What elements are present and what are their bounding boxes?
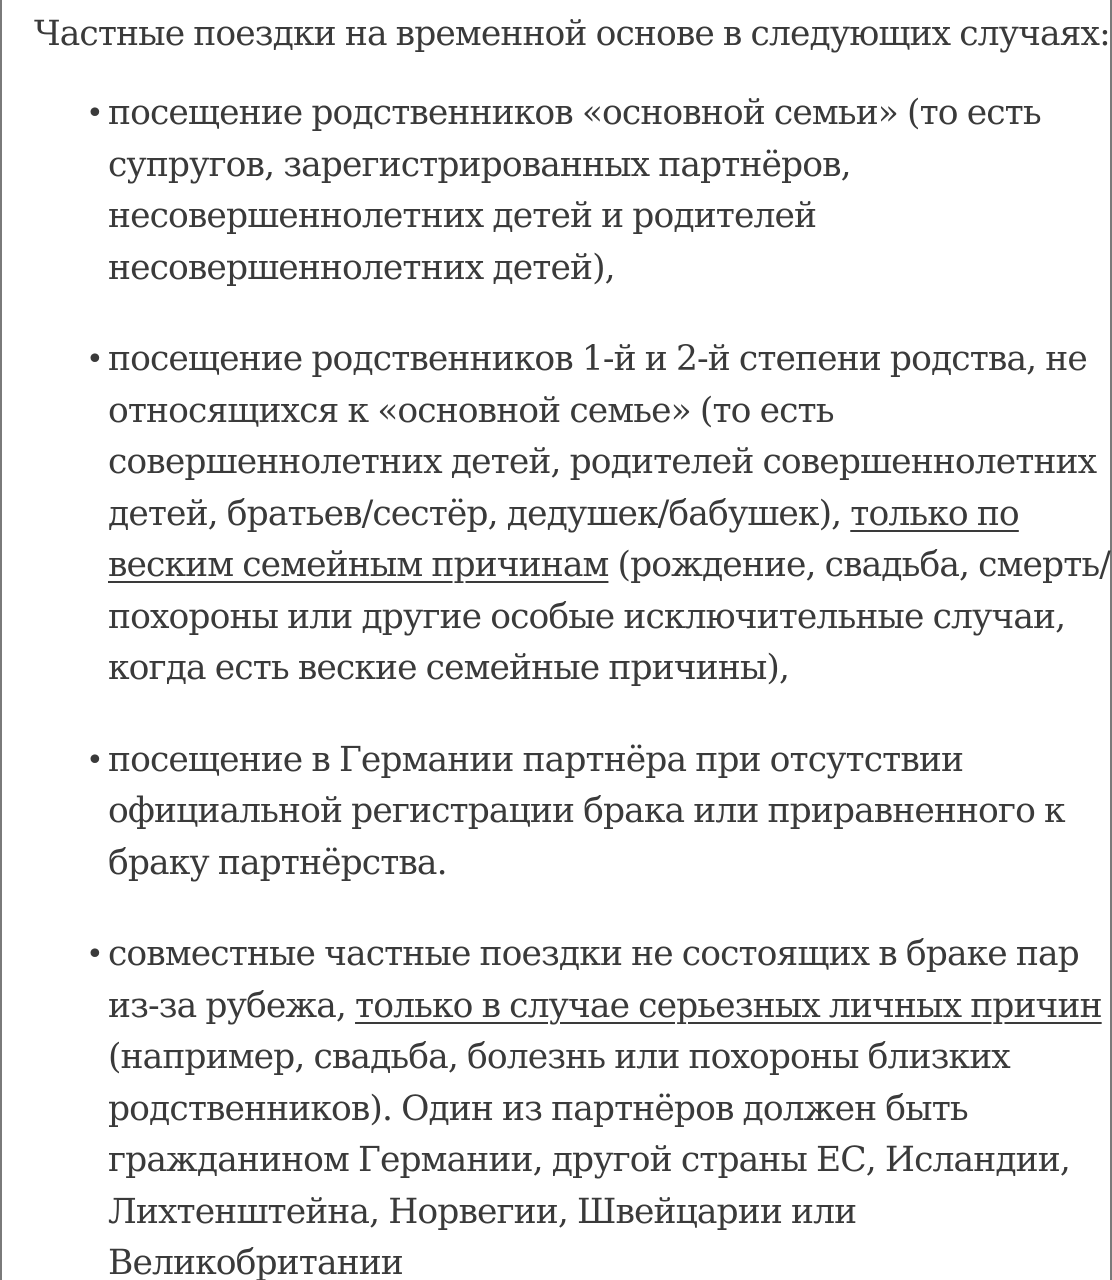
text-segment: (рождение, свадьба, смерть/	[608, 545, 1111, 585]
text-segment: похороны или другие особые исключительные случаи,	[108, 596, 1066, 637]
underlined-emphasis: только в случае серьезных личных причин	[355, 985, 1102, 1026]
list-item	[2, 88, 1108, 294]
underlined-emphasis: только по	[850, 493, 1019, 534]
text-segment: Лихтенштейна, Норвегии, Швейцарии или	[108, 1191, 857, 1232]
text-line	[108, 1032, 1108, 1084]
text-line	[108, 735, 1108, 787]
text-segment: гражданином Германии, другой страны ЕС, Исландии,	[108, 1140, 1070, 1180]
bullet-icon: •	[86, 96, 103, 131]
text-segment: посещение родственников 1-й и 2-й степени родства, не	[108, 339, 1087, 379]
bullet-icon: •	[86, 342, 103, 377]
text-segment: совершеннолетних детей, родителей совершеннолетних	[108, 442, 1097, 482]
text-segment: браку партнёрства.	[108, 842, 447, 883]
text-segment: посещение в Германии партнёра при отсутствии	[108, 739, 964, 780]
text-line	[108, 592, 1108, 644]
text-segment: совместные частные поездки не состоящих в браке пар	[108, 934, 1079, 974]
bullet-icon: •	[86, 937, 103, 972]
text-line	[108, 929, 1108, 981]
text-segment: относящихся к «основной семье» (то есть	[108, 390, 834, 431]
text-segment: посещение родственников «основной семьи» (то есть	[108, 93, 1041, 133]
text-segment: Великобритании	[108, 1243, 403, 1280]
list-item	[2, 334, 1111, 695]
text-line	[108, 243, 1108, 295]
text-segment: когда есть веские семейные причины),	[108, 648, 790, 688]
bullet-icon: •	[86, 742, 103, 778]
text-line	[108, 838, 1108, 890]
text-line	[108, 643, 1108, 695]
text-line	[108, 1187, 1108, 1239]
text-segment: несовершеннолетних детей и родителей	[108, 196, 817, 236]
text-segment: родственников). Один из партнёров должен быть	[108, 1088, 968, 1129]
text-line	[108, 1084, 1108, 1136]
text-line	[108, 489, 1108, 541]
text-line	[108, 1135, 1108, 1187]
text-line	[108, 981, 1108, 1033]
underlined-emphasis: веским семейным причинам	[108, 545, 609, 585]
text-line	[108, 1238, 1108, 1280]
list-item	[2, 735, 1108, 890]
text-line	[108, 540, 1111, 592]
text-segment: детей, братьев/сестёр, дедушек/бабушек),	[108, 493, 851, 534]
text-segment: несовершеннолетних детей),	[108, 247, 615, 288]
text-segment: из-за рубежа,	[108, 985, 356, 1026]
conditions-list	[2, 88, 1111, 1280]
text-line	[108, 386, 1108, 438]
list-item	[2, 929, 1108, 1280]
text-line	[108, 140, 1108, 192]
text-line	[108, 437, 1108, 489]
text-line	[108, 88, 1108, 140]
text-line	[108, 334, 1108, 386]
text-segment: супругов, зарегистрированных партнёров,	[108, 144, 851, 185]
text-line	[108, 191, 1108, 243]
text-segment: (например, свадьба, болезнь или похороны близких	[108, 1037, 1010, 1077]
text-line	[108, 786, 1108, 838]
intro-text: Частные поездки на временной основе в следующих случаях:	[34, 14, 1110, 54]
text-segment: официальной регистрации брака или приравненного к	[108, 791, 1065, 831]
